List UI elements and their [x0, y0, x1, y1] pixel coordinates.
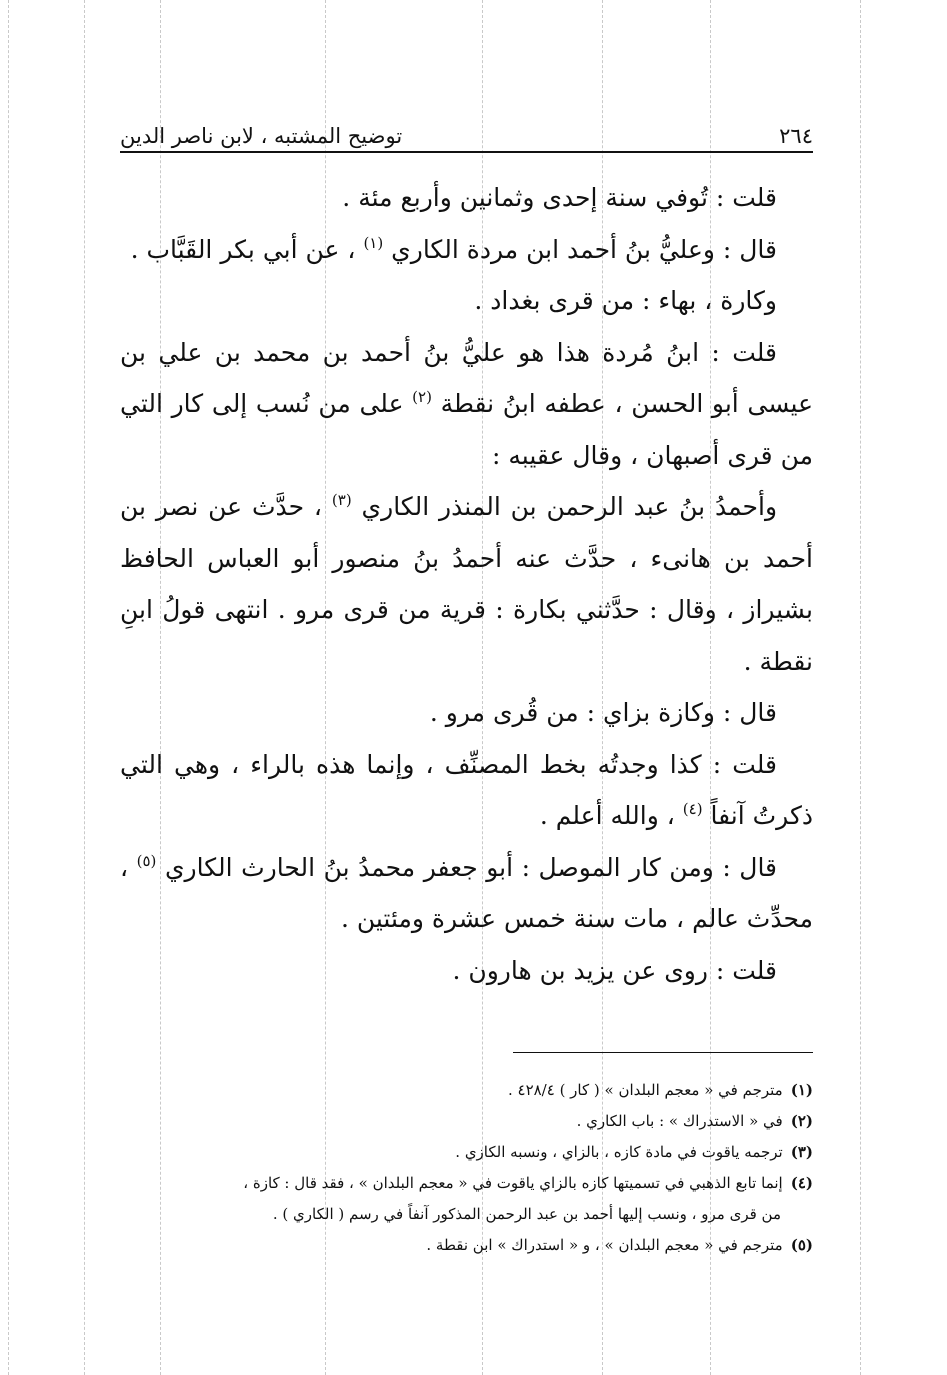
footnote-ref: (٣)	[331, 491, 352, 509]
page-header	[120, 108, 813, 148]
scan-guide-line	[860, 0, 861, 1375]
scan-guide-line	[84, 0, 85, 1375]
footnote-ref: (٥)	[136, 851, 157, 870]
paragraph: قلت : تُوفي سنة إحدى وثمانين وأربع مئة .	[342, 183, 777, 212]
main-text	[120, 172, 813, 996]
footnote: (٢)في « الاستدراك » : باب الكاري .	[576, 1112, 813, 1130]
footnote-continuation: من قرى مرو ، ونسب إليها أحمد بن عبد الرحمن المذكور آنفاً في رسم ( الكاري ) .	[272, 1205, 781, 1223]
paragraph: قال : وكازة بزاي : من قُرى مرو .	[429, 698, 777, 727]
scan-guide-line	[8, 0, 9, 1375]
page-number: ٢٦٤	[779, 124, 813, 148]
footnote-rule	[513, 1052, 813, 1053]
paragraph: قلت : ابنُ مُردة هذا هو عليُّ بنُ أحمد بن محمد بن علي بن عيسى أبو الحسن ، عطفه ابنُ نقطة $^{(٢)}$ على من نُسب إلى كار التي من قرى أصبهان ، وقال عقيبه :	[120, 337, 813, 470]
footnote-ref: (١)	[363, 233, 384, 252]
footnote-ref: (٤)	[682, 800, 703, 818]
footnote: (٤)إنما تابع الذهبي في تسميتها كازه بالزاي ياقوت في « معجم البلدان » ، فقد قال : كازة ،	[243, 1174, 813, 1192]
footnote-ref: (٢)	[412, 388, 432, 406]
paragraph: قلت : روى عن يزيد بن هارون .	[452, 955, 777, 985]
paragraph: وكارة ، بهاء : من قرى بغداد .	[474, 286, 777, 315]
footnote: (٣)ترجمه ياقوت في مادة كازه ، بالزاي ، ونسبه الكازي .	[455, 1143, 813, 1161]
footnote: (٥)مترجم في « معجم البلدان » ، و « استدراك » ابن نقطة .	[426, 1236, 813, 1254]
book-page	[120, 0, 813, 1375]
paragraph: قلت : كذا وجدتُه بخط المصنِّف ، وإنما هذه بالراء ، وهي التي ذكرتُ آنفاً $^{(٤)}$ ، والله أعلم .	[120, 749, 813, 830]
footnotes	[120, 1075, 813, 1261]
running-title: توضيح المشتبه ، لابن ناصر الدين	[120, 124, 403, 148]
footnote: (١)مترجم في « معجم البلدان » ( كار ) ٤٢٨/٤ .	[507, 1081, 813, 1099]
paragraph: قال : وعليُّ بنُ أحمد ابن مردة الكاري $^{(١)}$ ، عن أبي بكر القَبَّاب .	[130, 233, 777, 264]
paragraph: وأحمدُ بنُ عبد الرحمن بن المنذر الكاري $^{(٣)}$ ، حدَّث عن نصر بن أحمد بن هانىء ، حدَّث عنه أحمدُ بنُ منصور أبو العباس الحافظ بشيراز ، وقال : حدَّثني بكارة : قرية من قرى مرو . انتهى قولُ ابنِ نقطة .	[120, 491, 813, 676]
paragraph: قال : ومن كار الموصل : أبو جعفر محمدُ بنُ الحارث الكاري $^{(٥)}$ ، محدِّث عالم ، مات سنة خمس عشرة ومئتين .	[120, 851, 813, 933]
header-rule	[120, 151, 813, 153]
